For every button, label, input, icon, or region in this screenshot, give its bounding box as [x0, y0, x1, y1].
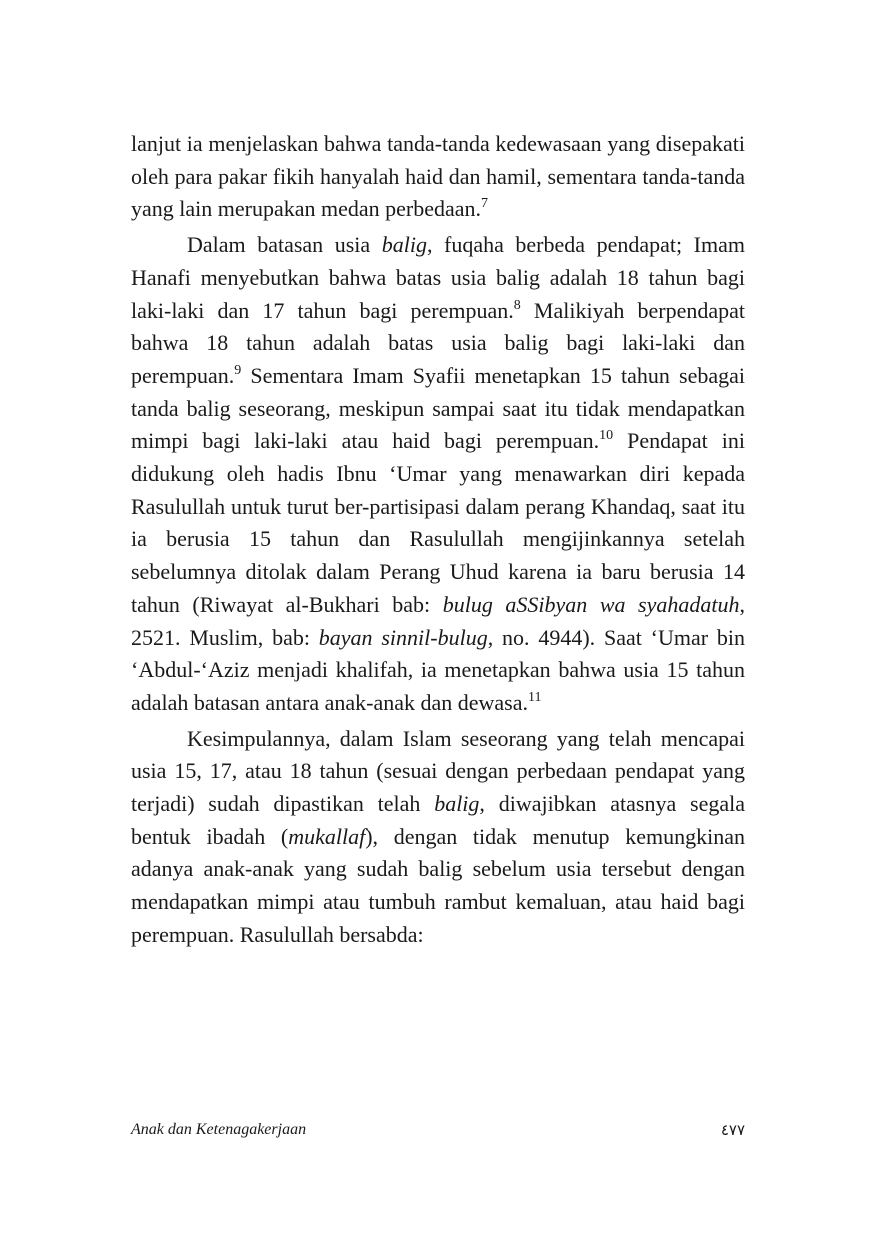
- main-text: [131, 128, 745, 952]
- italic-term: mukallaf: [288, 823, 366, 849]
- italic-term: balig: [381, 232, 427, 258]
- text-run: , diwajibkan atasnya segala bentuk ibadah (: [131, 791, 745, 849]
- paragraph-3: [131, 723, 745, 952]
- footnote-ref-10[interactable]: 10: [599, 428, 614, 444]
- italic-term: balig: [434, 791, 480, 817]
- page-footer: [131, 1121, 745, 1145]
- text-run: ), dengan tidak menutup kemungkinan adanya anak-anak yang sudah balig sebelum usia tersebut dengan mendapatkan mimpi atau tumbuh rambut kemaluan, atau haid bagi perempuan. Rasulullah bersabda:: [131, 823, 745, 947]
- italic-term: bulug aSSibyan wa syahadatuh: [442, 591, 740, 617]
- text-run: Dalam batasan usia: [187, 232, 382, 258]
- footnote-ref-11[interactable]: 11: [528, 689, 542, 705]
- text-run: Pendapat ini didukung oleh hadis Ibnu ‘Umar yang menawarkan diri kepada Rasulullah untuk turut ber-partisipasi dalam perang Khandaq, saat itu ia berusia 15 tahun dan Rasulullah mengijinkannya setelah sebelumnya ditolak dalam Perang Uhud karena ia baru berusia 14 tahun (Riwayat al-Bukhari bab:: [131, 428, 745, 617]
- page-number: ٤٧٧: [720, 1121, 745, 1139]
- footnote-ref-9[interactable]: 9: [234, 362, 242, 378]
- text-run: , 2521. Muslim, bab:: [131, 591, 745, 650]
- text-run: lanjut ia menjelaskan bahwa tanda-tanda kedewasaan yang disepakati oleh para pakar fikih hanyalah haid dan hamil, sementara tanda-tanda yang lain merupakan medan perbedaan.: [131, 131, 745, 222]
- text-run: Malikiyah berpendapat bahwa 18 tahun adalah batas usia balig bagi laki-laki dan perempuan.: [131, 297, 745, 388]
- footnote-ref-8[interactable]: 8: [513, 297, 521, 313]
- footnote-ref-7[interactable]: 7: [481, 196, 489, 212]
- paragraph-2: [131, 229, 745, 720]
- text-run: Kesimpulannya, dalam Islam seseorang yang telah mencapai usia 15, 17, atau 18 tahun (sesuai dengan perbedaan pendapat yang terjadi) sudah dipastikan telah: [131, 725, 745, 817]
- text-run: , no. 4944). Saat ‘Umar bin ‘Abdul-‘Aziz menjadi khalifah, ia menetapkan bahwa usia 15 tahun adalah batasan antara anak-anak dan dewasa.: [131, 624, 745, 715]
- text-run: Sementara Imam Syafii menetapkan 15 tahun sebagai tanda balig seseorang, meskipun sampai saat itu tidak mendapatkan mimpi bagi laki-laki atau haid bagi perempuan.: [131, 362, 745, 454]
- paragraph-1: [131, 128, 745, 226]
- text-run: , fuqaha berbeda pendapat; Imam Hanafi menyebutkan bahwa batas usia balig adalah 18 tahun bagi laki-laki dan 17 tahun bagi perempuan.: [131, 232, 745, 323]
- italic-term: bayan sinnil-bulug: [318, 624, 488, 650]
- running-title: Anak dan Ketenagakerjaan: [131, 1121, 307, 1138]
